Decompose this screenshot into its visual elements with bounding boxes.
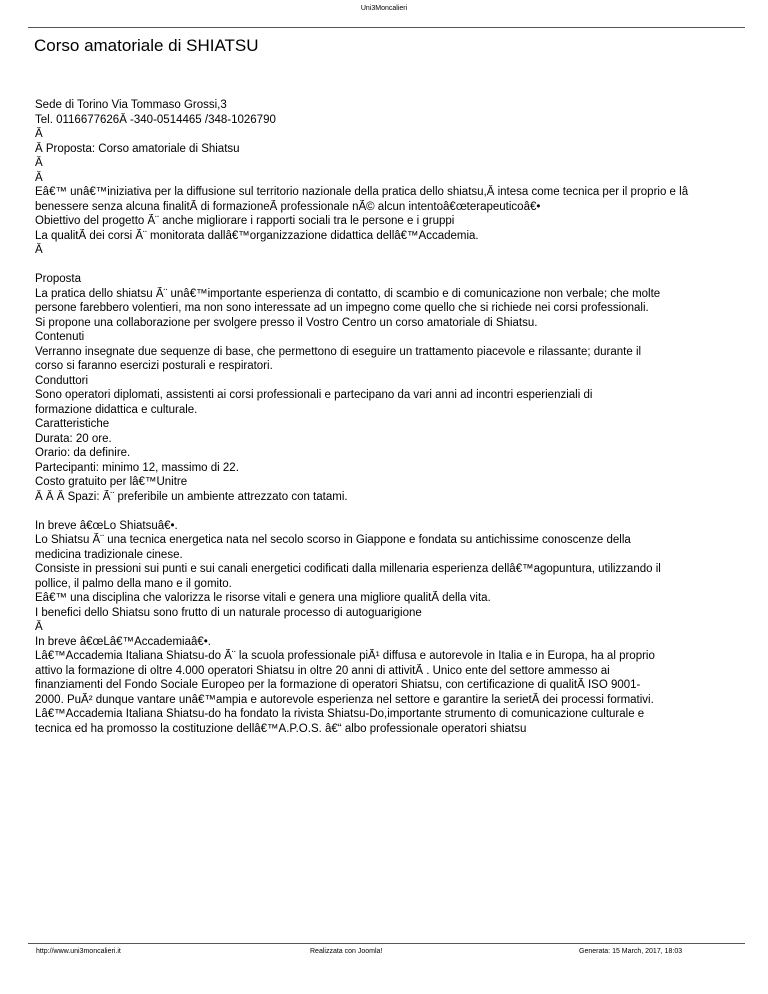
body-line: Si propone una collaborazione per svolgere presso il Vostro Centro un corso amatoriale di Shiatsu. xyxy=(35,316,538,329)
blank-line: Â xyxy=(35,171,43,184)
objective-line: Obiettivo del progetto Ã¨ anche migliorare i rapporti sociali tra le persone e i gruppi xyxy=(35,215,455,227)
body-line: attivo la formazione di oltre 4.000 operatori Shiatsu in oltre 20 anni di attivitÃ . Unico ente del settore ammesso ai xyxy=(35,664,610,677)
blank-line: Â xyxy=(35,157,43,169)
body-line: corso si faranno esercizi posturali e respiratori. xyxy=(35,360,273,372)
body-line: persone farebbero volentieri, ma non sono interessate ad un impegno come quello che si richiede nei corsi professionali. xyxy=(35,302,649,314)
body-line: I benefici dello Shiatsu sono frutto di un naturale processo di autoguarigione xyxy=(35,606,422,619)
blank-line: Â xyxy=(35,621,43,633)
body-line: Lâ€™Accademia Italiana Shiatsu-do ha fondato la rivista Shiatsu-Do,importante strumento di comunicazione culturale e xyxy=(35,708,645,720)
footer-credit: Realizzata con Joomla! xyxy=(310,948,383,955)
body-line: tecnica ed ha promosso la costituzione dellâ€™A.P.O.S. â€“ albo professionale operatori shiatsu xyxy=(35,722,527,735)
body-line: Lo Shiatsu Ã¨ una tecnica energetica nata nel secolo scorso in Giappone e fondata su antichissime conoscenze della xyxy=(35,534,631,546)
proposal-heading-line: Â Proposta: Corso amatoriale di Shiatsu xyxy=(35,142,240,155)
intro-line: Eâ€™ unâ€™iniziativa per la diffusione sul territorio nazionale della pratica dello shiatsu,Â intesa come tecnica per il proprio e lâ xyxy=(35,186,689,198)
site-header: Uni3Moncalieri xyxy=(360,5,408,12)
header-divider xyxy=(28,27,745,28)
article-body xyxy=(35,98,768,736)
section-heading-contenuti: Contenuti xyxy=(35,331,85,343)
page-footer xyxy=(0,947,768,957)
body-line: pollice, il palmo della mano e il gomito. xyxy=(35,577,232,590)
body-line: Lâ€™Accademia Italiana Shiatsu-do Ã¨ la scuola professionale piÃ¹ diffusa e autorevole in Italia e in Europa, ha al proprio xyxy=(35,650,655,662)
blank-line: Â xyxy=(35,128,43,140)
phone-line: Tel. 0116677626Â -340-0514465 /348-1026790 xyxy=(35,113,276,126)
detail-duration: Durata: 20 ore. xyxy=(35,432,112,445)
body-line: Consiste in pressioni sui punti e sui canali energetici codificati dalla millenaria esperienza dellâ€™agopuntura, utilizzando il xyxy=(35,563,661,575)
address-line: Sede di Torino Via Tommaso Grossi,3 xyxy=(35,99,227,111)
section-heading-conduttori: Conduttori xyxy=(35,374,89,387)
body-line: medicina tradizionale cinese. xyxy=(35,548,183,561)
detail-cost: Costo gratuito per lâ€™Unitre xyxy=(35,476,188,488)
footer-divider xyxy=(28,943,745,944)
body-line: 2000. PuÃ² dunque vantare unâ€™ampia e autorevole esperienza nel settore e garantire la serietÃ dei processi formativi. xyxy=(35,693,654,706)
article-title: Corso amatoriale di SHIATSU xyxy=(34,36,259,55)
body-line: formazione didattica e culturale. xyxy=(35,403,198,416)
blank-line: Â xyxy=(35,244,43,256)
body-line: Verranno insegnate due sequenze di base, che permettono di eseguire un trattamento piacevole e rilassante; durante il xyxy=(35,345,642,358)
body-line: La pratica dello shiatsu Ã¨ unâ€™importante esperienza di contatto, di scambio e di comunicazione non verbale; che molte xyxy=(35,287,661,300)
body-line: Eâ€™ una disciplina che valorizza le risorse vitali e genera una migliore qualitÃ della vita. xyxy=(35,592,491,604)
body-line: finanziamenti del Fondo Sociale Europeo per la formazione di operatori Shiatsu, con certificazione di qualitÃ ISO 9001- xyxy=(35,679,641,691)
section-heading-caratteristiche: Caratteristiche xyxy=(35,418,110,430)
section-heading-proposta: Proposta xyxy=(35,273,82,285)
section-heading-accademia: In breve â€œLâ€™Accademiaâ€•. xyxy=(35,635,211,648)
detail-schedule: Orario: da definire. xyxy=(35,447,131,459)
intro-line: benessere senza alcuna finalitÃ di formazioneÃ professionale nÃ© alcun intentoâ€œterapeuticoâ€• xyxy=(35,200,541,213)
body-line: Sono operatori diplomati, assistenti ai corsi professionali e partecipano da vari anni ad incontri esperienziali di xyxy=(35,389,593,401)
detail-space: Â Â Â Spazi: Ã¨ preferibile un ambiente attrezzato con tatami. xyxy=(35,490,348,503)
footer-url: http://www.uni3moncalieri.it xyxy=(36,948,121,955)
footer-generated: Generata: 15 March, 2017, 18:03 xyxy=(579,948,683,955)
section-heading-shiatsu: In breve â€œLo Shiatsuâ€•. xyxy=(35,519,178,532)
detail-participants: Partecipanti: minimo 12, massimo di 22. xyxy=(35,461,239,474)
quality-line: La qualitÃ dei corsi Ã¨ monitorata dallâ€™organizzazione didattica dellâ€™Accademia. xyxy=(35,229,479,242)
